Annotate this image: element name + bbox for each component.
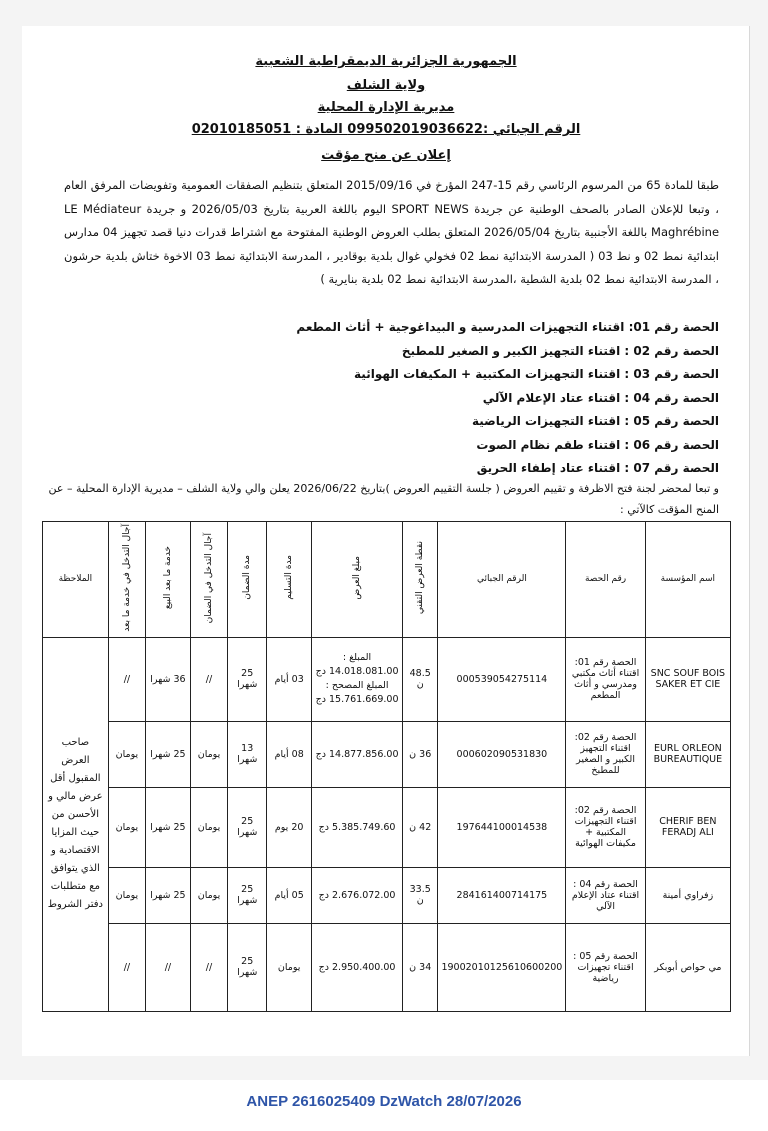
amount-cell: 14.877.856.00 دج	[312, 721, 403, 787]
lot-item-7: الحصة رقم 07 : اقتناء عتاد إطفاء الحريق	[476, 461, 719, 475]
warranty-intervention-cell: //	[190, 923, 227, 1011]
warranty-intervention-cell: يومان	[190, 867, 227, 923]
lot-item-5: الحصة رقم 05 : اقتناء التجهيزات الرياضية	[471, 414, 719, 428]
warranty-cell: 25 شهرا	[228, 867, 267, 923]
lot-item-6: الحصة رقم 06 : اقتناء طقم نظام الصوت	[476, 437, 719, 452]
after-sales-cell: //	[146, 923, 191, 1011]
score-cell: 36 ن	[403, 721, 438, 787]
after-sales-intervention-cell: يومان	[108, 867, 145, 923]
lot-item-1: الحصة رقم 01: اقتناء التجهيزات المدرسية و البيداغوجية + أثاث المطعم	[296, 320, 719, 334]
company-cell: مي حواص أبوبكر	[645, 923, 730, 1011]
score-cell: 33.5 ن	[403, 867, 438, 923]
lot-cell: الحصة رقم 05 : اقتناء تجهيزات رياضية	[566, 923, 645, 1011]
header-score: نقطة العرض التقني	[403, 522, 438, 638]
score-cell: 48.5 ن	[403, 637, 438, 721]
republic-title: الجمهورية الجزائرية الديمقراطية الشعبية	[255, 54, 517, 69]
warranty-cell: 13 شهرا	[228, 721, 267, 787]
warranty-intervention-cell: يومان	[190, 721, 227, 787]
after-sales-intervention-cell: //	[108, 923, 145, 1011]
warranty-intervention-cell: //	[190, 637, 227, 721]
lot-cell: الحصة رقم 02: اقتناء التجهيز الكبير و الصغير للمطبخ	[566, 721, 645, 787]
lots-list	[64, 316, 719, 481]
tax-id-cell: 000602090531830	[438, 721, 566, 787]
header-amount: مبلغ العرض	[312, 522, 403, 638]
warranty-cell: 25 شهرا	[228, 923, 267, 1011]
after-sales-cell: 25 شهرا	[146, 721, 191, 787]
after-sales-intervention-cell: يومان	[108, 721, 145, 787]
company-cell: زفراوي أمينة	[645, 867, 730, 923]
header-warranty-intervention: آجال التدخل في الضمان	[190, 522, 227, 638]
notes-cell: صاحب العرض المقبول أقل عرض مالي و الأحسن من حيث المزايا الاقتصادية و الذي يتوافق مع متطلبات دفتر الشروط	[43, 637, 109, 1011]
table-row	[43, 867, 731, 923]
delivery-cell: 03 أيام	[267, 637, 312, 721]
closing-paragraph: و تبعا لمحضر لجنة فتح الاظرفة و تقييم العروض ( جلسة التقييم العروض )بتاريخ 2026/06/22 يعلن والي ولاية الشلف – مديرية الإدارة المحلية – عن المنح المؤقت كالآتي :	[48, 482, 719, 516]
warranty-cell: 25 شهرا	[228, 787, 267, 867]
header-after-sales: خدمة ما بعد البيع	[146, 522, 191, 638]
publication-reference: ANEP 2616025409 DzWatch 28/07/2026	[246, 1093, 522, 1110]
amount-cell: المبلغ : 14.018.081.00 دج المبلغ المصحح : 15.761.669.00 دج	[312, 637, 403, 721]
after-sales-intervention-cell: //	[108, 637, 145, 721]
notice-title: إعلان عن منح مؤقت	[321, 148, 451, 163]
header-notes: الملاحظة	[43, 522, 109, 638]
amount-cell: 5.385.749.60 دج	[312, 787, 403, 867]
lot-cell: الحصة رقم 01: اقتناء أثاث مكتبي ومدرسي و أثاث المطعم	[566, 637, 645, 721]
after-sales-cell: 25 شهرا	[146, 867, 191, 923]
provisional-award-table	[42, 521, 731, 1012]
header-after-sales-intervention: آجال التدخل في خدمة ما بعد	[108, 522, 145, 638]
lot-item-3: الحصة رقم 03 : اقتناء التجهيزات المكتبية + المكيفات الهوائية	[354, 367, 719, 381]
after-sales-cell: 36 شهرا	[146, 637, 191, 721]
header-tax-id: الرقم الجبائي	[438, 522, 566, 638]
lot-item-2: الحصة رقم 02 : اقتناء التجهيز الكبير و الصغير للمطبخ	[401, 343, 719, 358]
warranty-intervention-cell: يومان	[190, 787, 227, 867]
header-lot: رقم الحصة	[566, 522, 645, 638]
delivery-cell: 05 أيام	[267, 867, 312, 923]
table-row	[43, 637, 731, 721]
table-row	[43, 787, 731, 867]
delivery-cell: 20 يوم	[267, 787, 312, 867]
lot-cell: الحصة رقم 04 : اقتناء عتاد الإعلام الآلي	[566, 867, 645, 923]
company-cell: CHERIF BEN FERADJ ALI	[645, 787, 730, 867]
amount-cell: 2.950.400.00 دج	[312, 923, 403, 1011]
after-sales-cell: 25 شهرا	[146, 787, 191, 867]
tax-id-cell: 000539054275114	[438, 637, 566, 721]
directorate-title: مديرية الإدارة المحلية	[317, 100, 455, 115]
table-row	[43, 721, 731, 787]
lot-item-4: الحصة رقم 04 : اقتناء عتاد الإعلام الآلي	[482, 390, 719, 405]
notice-document	[22, 26, 750, 1056]
company-cell: SNC SOUF BOIS SAKER ET CIE	[645, 637, 730, 721]
table-header-row	[43, 522, 731, 638]
company-cell: EURL ORLEON BUREAUTIQUE	[645, 721, 730, 787]
wilaya-title: ولاية الشلف	[346, 78, 426, 93]
delivery-cell: 08 أيام	[267, 721, 312, 787]
score-cell: 34 ن	[403, 923, 438, 1011]
notice-paragraph: طبقا للمادة 65 من المرسوم الرئاسي رقم 15-247 المؤرخ في 2015/09/16 المتعلق بتنظيم الصفقات العمومية وتفويضات المرفق العام ، وتبعا للإعلان الصادر بالصحف الوطنية عن جريدة SPORT NEWS اليوم باللغة العربية بتاريخ 2026/05/03 و جريدة LE Médiateur Maghrébine باللغة الأجنبية بتاريخ 2026/05/04 المتعلق بطلب العروض الوطنية المفتوحة مع اشتراط قدرات دنيا قصد تجهيز 04 مدارس ابتدائية نمط 02 و نط 03 ( المدرسة الابتدائية نمط 02 فخولي غوال بلدية بوقادير ، المدرسة الابتدائية نمط 03 الاخوة ختاش بلدية حرشون ، المدرسة الابتدائية نمط 02 بلدية الشطية ،المدرسة الابتدائية نمط 02 بلدية بنايرية )	[64, 178, 720, 286]
delivery-cell: يومان	[267, 923, 312, 1011]
header-warranty: مدة الضمان	[228, 522, 267, 638]
tax-id-cell: 284161400714175	[438, 867, 566, 923]
warranty-cell: 25 شهرا	[228, 637, 267, 721]
after-sales-intervention-cell: يومان	[108, 787, 145, 867]
amount-cell: 2.676.072.00 دج	[312, 867, 403, 923]
tax-id-line: الرقم الجبائي :099502019036622 المادة : 02010185051	[191, 122, 581, 137]
table-row	[43, 923, 731, 1011]
header-delivery: مدة التسليم	[267, 522, 312, 638]
tax-id-cell: 197644100014538	[438, 787, 566, 867]
tax-id-cell: 19002010125610600200	[438, 923, 566, 1011]
lot-cell: الحصة رقم 02: اقتناء التجهيزات المكتبية + مكيفات الهوائية	[566, 787, 645, 867]
header-company: اسم المؤسسة	[645, 522, 730, 638]
score-cell: 42 ن	[403, 787, 438, 867]
